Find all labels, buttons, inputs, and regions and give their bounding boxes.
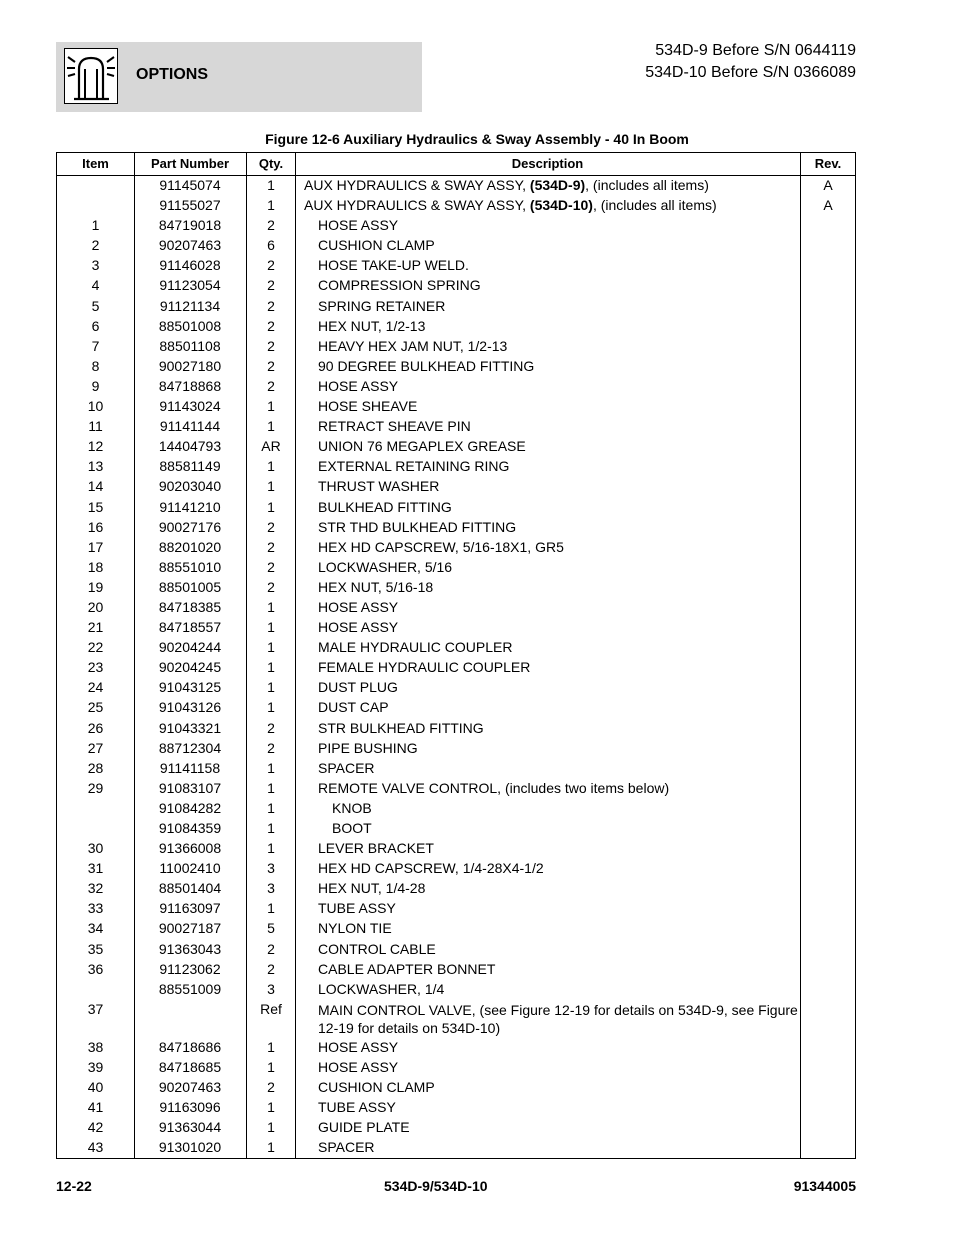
quantity: 1: [267, 1119, 275, 1136]
quantity: 3: [267, 980, 275, 997]
table-row: [57, 217, 855, 237]
quantity: 2: [267, 518, 275, 535]
table-row: [57, 398, 855, 418]
part-number: 91043321: [158, 719, 222, 736]
part-description: MAIN CONTROL VALVE, (see Figure 12-19 for details on 534D-9, see Figure 12-19 for details on 534D-10): [318, 1001, 798, 1036]
item-number: 11: [88, 418, 103, 435]
quantity: 1: [267, 1139, 275, 1156]
table-row: [57, 298, 855, 318]
part-description: HEAVY HEX JAM NUT, 1/2-13: [318, 337, 508, 354]
revision: A: [823, 197, 833, 214]
column-header-description: Description: [511, 156, 584, 171]
part-description: CUSHION CLAMP: [318, 1079, 435, 1096]
part-number: 91084359: [158, 820, 222, 836]
part-number: 91363043: [158, 940, 222, 957]
item-number: 17: [87, 538, 104, 555]
table-row: [57, 800, 855, 820]
part-number: 11002410: [159, 860, 221, 877]
table-row: [57, 1001, 855, 1039]
part-number: 84718557: [158, 619, 222, 636]
item-number: 29: [87, 779, 104, 796]
part-description: COMPRESSION SPRING: [318, 277, 481, 294]
part-description: SPACER: [318, 1139, 375, 1156]
part-description: GUIDE PLATE: [318, 1119, 410, 1136]
table-row: [57, 539, 855, 559]
part-number: 14404793: [158, 438, 222, 455]
description-model: (534D-9): [529, 177, 586, 193]
part-description: TUBE ASSY: [318, 1099, 396, 1116]
part-description: HOSE ASSY: [318, 619, 399, 636]
part-number: 84719018: [158, 217, 222, 234]
part-number: 88551009: [158, 980, 222, 997]
item-number: 32: [87, 880, 104, 897]
part-number: 91141210: [159, 498, 221, 515]
item-number: 35: [87, 940, 104, 957]
item-number: 39: [87, 1058, 104, 1075]
quantity: 1: [267, 759, 275, 776]
part-description: FEMALE HYDRAULIC COUPLER: [318, 659, 531, 676]
item-number: 7: [91, 337, 100, 354]
item-number: 42: [87, 1119, 104, 1136]
item-number: 31: [87, 860, 104, 877]
item-number: 15: [87, 498, 104, 515]
item-number: 6: [91, 317, 100, 334]
part-number: 84718868: [158, 377, 222, 394]
table-row: [57, 1079, 855, 1099]
revision: A: [823, 177, 833, 193]
quantity: 2: [267, 277, 275, 294]
item-number: 30: [87, 840, 104, 857]
item-number: 40: [87, 1079, 104, 1096]
page-number: 12-22: [56, 1178, 92, 1194]
part-description: HEX NUT, 1/4-28: [318, 880, 426, 897]
figure-title: Figure 12-6 Auxiliary Hydraulics & Sway Assembly - 40 In Boom: [265, 131, 689, 147]
table-row: [57, 458, 855, 478]
part-number: 88581149: [159, 458, 221, 475]
quantity: AR: [261, 438, 281, 455]
item-number: 33: [87, 900, 104, 917]
model-serial-line-2: 534D-10 Before S/N 0366089: [645, 64, 856, 81]
part-description: HOSE ASSY: [318, 598, 399, 615]
table-row: [57, 699, 855, 719]
item-number: 23: [87, 659, 104, 676]
part-description: SPACER: [318, 759, 375, 776]
part-number: 90027176: [158, 518, 222, 535]
table-row: [57, 257, 855, 277]
part-number: 91121134: [159, 297, 221, 314]
part-number: 91366008: [158, 840, 222, 857]
part-number: 84718686: [158, 1038, 222, 1055]
part-description: BULKHEAD FITTING: [318, 498, 452, 515]
part-description: REMOTE VALVE CONTROL, (includes two items below): [318, 779, 670, 796]
quantity: 1: [267, 598, 275, 615]
description-text: AUX HYDRAULICS & SWAY ASSY,: [304, 197, 530, 214]
quantity: 2: [267, 317, 275, 334]
item-number: 14: [87, 478, 104, 495]
table-row: [57, 619, 855, 639]
quantity: 1: [267, 1038, 275, 1055]
table-row: [57, 920, 855, 940]
table-row: [57, 478, 855, 498]
section-title: OPTIONS: [136, 66, 209, 83]
table-row: [57, 860, 855, 880]
part-number: 91163097: [159, 900, 221, 917]
table-row: [57, 639, 855, 659]
table-row: [57, 1059, 855, 1079]
part-description: MALE HYDRAULIC COUPLER: [318, 639, 513, 656]
table-row: [57, 1139, 855, 1159]
quantity: 2: [267, 578, 275, 595]
part-number: 91083107: [158, 779, 222, 796]
section-header: [56, 42, 422, 112]
table-row: [57, 880, 855, 900]
part-number: 90027180: [158, 357, 222, 374]
table-row: [57, 679, 855, 699]
part-description: 90 DEGREE BULKHEAD FITTING: [318, 357, 535, 374]
quantity: Ref: [260, 1000, 282, 1017]
table-row: [57, 1039, 855, 1059]
item-number: 9: [91, 377, 100, 394]
quantity: 5: [267, 920, 275, 937]
quantity: 1: [267, 197, 275, 214]
part-description: HOSE ASSY: [318, 377, 399, 394]
table-row: [57, 1119, 855, 1139]
part-description: RETRACT SHEAVE PIN: [318, 418, 471, 435]
table-row: [57, 378, 855, 398]
part-description: STR THD BULKHEAD FITTING: [318, 518, 517, 535]
options-attachment-icon: [64, 48, 118, 104]
table-row: [57, 338, 855, 358]
quantity: 6: [267, 237, 275, 254]
part-number: 91146028: [159, 257, 221, 274]
item-number: 37: [87, 1000, 104, 1017]
part-number: 91141144: [159, 418, 221, 435]
item-number: 26: [87, 719, 104, 736]
item-number: 20: [87, 598, 104, 615]
quantity: 1: [267, 900, 275, 917]
item-number: 38: [87, 1038, 104, 1055]
footer-model: 534D-9/534D-10: [384, 1178, 488, 1194]
table-row: [57, 1099, 855, 1119]
table-row: [57, 740, 855, 760]
description-text: AUX HYDRAULICS & SWAY ASSY,: [304, 177, 530, 193]
part-number: 91301020: [158, 1139, 222, 1156]
quantity: 2: [267, 337, 275, 354]
table-row: [57, 780, 855, 800]
part-number: 84718385: [158, 598, 222, 615]
item-number: 25: [87, 699, 104, 716]
quantity: 2: [267, 357, 275, 374]
parts-table: [56, 152, 856, 1159]
quantity: 2: [267, 257, 275, 274]
table-row: [57, 579, 855, 599]
part-description: HOSE ASSY: [318, 1058, 399, 1075]
part-description: THRUST WASHER: [318, 478, 440, 495]
part-description: HEX NUT, 1/2-13: [318, 317, 426, 334]
item-number: 16: [87, 518, 104, 535]
part-description: PIPE BUSHING: [318, 739, 418, 756]
part-description: SPRING RETAINER: [318, 297, 446, 314]
part-description: BOOT: [332, 820, 372, 836]
table-row: [57, 760, 855, 780]
part-description: HOSE ASSY: [318, 217, 399, 234]
item-number: 2: [91, 237, 100, 254]
quantity: 1: [267, 458, 275, 475]
column-header-item: Item: [82, 156, 109, 171]
column-header-qty: Qty.: [258, 156, 284, 171]
part-description: HOSE TAKE-UP WELD.: [318, 257, 469, 274]
part-description: TUBE ASSY: [318, 900, 396, 917]
part-number: 91043125: [158, 679, 222, 696]
quantity: 1: [267, 1099, 275, 1116]
part-number: 84718685: [158, 1058, 222, 1075]
part-description: KNOB: [332, 799, 372, 816]
part-number: 91145074: [159, 177, 221, 193]
table-row: [57, 438, 855, 458]
table-row: [57, 358, 855, 378]
table-row: [57, 820, 855, 840]
quantity: 3: [267, 880, 275, 897]
quantity: 2: [267, 558, 275, 575]
part-number: 88501108: [159, 337, 221, 354]
part-description: DUST CAP: [318, 699, 389, 716]
part-number: 91155027: [159, 197, 221, 214]
part-number: 91043126: [158, 699, 222, 716]
part-description: [300, 177, 800, 193]
item-number: 43: [87, 1139, 104, 1156]
quantity: 1: [267, 177, 275, 193]
part-description: CUSHION CLAMP: [318, 237, 435, 254]
quantity: 1: [267, 478, 275, 495]
quantity: 1: [267, 840, 275, 857]
table-row: [57, 177, 855, 197]
item-number: 36: [87, 960, 104, 977]
part-number: 88712304: [158, 739, 222, 756]
item-number: 22: [87, 639, 104, 656]
table-row: [57, 277, 855, 297]
column-header-rev: Rev.: [814, 156, 842, 171]
part-description: DUST PLUG: [318, 679, 398, 696]
part-number: 90203040: [158, 478, 222, 495]
item-number: 4: [91, 277, 100, 294]
table-row: [57, 941, 855, 961]
quantity: 3: [267, 860, 275, 877]
part-description: LEVER BRACKET: [318, 840, 434, 857]
table-row: [57, 519, 855, 539]
part-description: HEX HD CAPSCREW, 1/4-28X4-1/2: [318, 860, 544, 877]
item-number: 18: [87, 558, 104, 575]
table-row: [57, 720, 855, 740]
quantity: 2: [267, 940, 275, 957]
table-row: [57, 499, 855, 519]
table-row: [57, 840, 855, 860]
table-row: [57, 599, 855, 619]
item-number: 41: [87, 1099, 104, 1116]
item-number: 24: [87, 679, 104, 696]
part-number: 88501005: [158, 578, 222, 595]
quantity: 1: [267, 820, 275, 836]
parts-table-body: [57, 175, 855, 1159]
quantity: 1: [267, 799, 275, 816]
description-model: (534D-10): [529, 197, 593, 214]
item-number: 5: [91, 297, 100, 314]
quantity: 1: [267, 1058, 275, 1075]
part-description: HOSE SHEAVE: [318, 398, 418, 415]
part-description: CONTROL CABLE: [318, 940, 436, 957]
part-number: 91084282: [158, 799, 222, 816]
description-text: , (includes all items): [585, 177, 709, 193]
part-number: 91141158: [159, 759, 221, 776]
table-row: [57, 559, 855, 579]
quantity: 1: [267, 639, 275, 656]
part-number: 91363044: [158, 1119, 222, 1136]
quantity: 1: [267, 659, 275, 676]
quantity: 1: [267, 699, 275, 716]
part-number: 90207463: [158, 237, 222, 254]
quantity: 2: [267, 1079, 275, 1096]
quantity: 2: [267, 739, 275, 756]
part-number: 90027187: [158, 920, 222, 937]
item-number: 19: [87, 578, 104, 595]
description-text: , (includes all items): [592, 197, 717, 214]
table-row: [57, 900, 855, 920]
quantity: 2: [267, 297, 275, 314]
part-number: 91123062: [159, 960, 221, 977]
item-number: 34: [87, 920, 104, 937]
quantity: 1: [267, 619, 275, 636]
quantity: 1: [267, 679, 275, 696]
quantity: 1: [267, 418, 275, 435]
model-serial-line-1: 534D-9 Before S/N 0644119: [655, 42, 856, 59]
part-description: NYLON TIE: [318, 920, 392, 937]
quantity: 2: [267, 719, 275, 736]
quantity: 2: [267, 960, 275, 977]
part-description: LOCKWASHER, 1/4: [318, 980, 445, 997]
footer-doc-number: 91344005: [793, 1178, 856, 1194]
item-number: 1: [91, 217, 100, 234]
quantity: 2: [267, 377, 275, 394]
part-number: 91163096: [159, 1099, 221, 1116]
table-row: [57, 237, 855, 257]
part-description: HOSE ASSY: [318, 1038, 399, 1055]
part-number: 88201020: [158, 538, 222, 555]
part-description: HEX HD CAPSCREW, 5/16-18X1, GR5: [318, 538, 564, 555]
table-row: [57, 197, 855, 217]
item-number: 8: [91, 357, 100, 374]
quantity: 2: [267, 217, 275, 234]
table-row: [57, 981, 855, 1001]
part-description: STR BULKHEAD FITTING: [318, 719, 484, 736]
part-number: 88551010: [158, 558, 222, 575]
part-description: CABLE ADAPTER BONNET: [318, 960, 496, 977]
item-number: 12: [87, 438, 104, 455]
part-description: EXTERNAL RETAINING RING: [318, 458, 510, 475]
part-number: 91123054: [159, 277, 221, 294]
part-description: HEX NUT, 5/16-18: [318, 578, 434, 595]
item-number: 13: [87, 458, 104, 475]
table-row: [57, 659, 855, 679]
table-row: [57, 318, 855, 338]
item-number: 28: [87, 759, 104, 776]
part-number: 90204244: [158, 639, 222, 656]
item-number: 10: [87, 398, 104, 415]
part-description: LOCKWASHER, 5/16: [318, 558, 453, 575]
part-number: 90204245: [158, 659, 222, 676]
table-row: [57, 418, 855, 438]
part-number: 91143024: [159, 398, 221, 415]
quantity: 1: [267, 498, 275, 515]
item-number: 21: [87, 619, 104, 636]
item-number: 3: [91, 257, 100, 274]
part-number: 88501008: [158, 317, 222, 334]
part-description: [300, 197, 800, 213]
part-number: 90207463: [158, 1079, 222, 1096]
table-row: [57, 961, 855, 981]
item-number: 27: [87, 739, 104, 756]
part-number: 88501404: [158, 880, 222, 897]
part-description: UNION 76 MEGAPLEX GREASE: [318, 438, 526, 455]
column-header-part-number: Part Number: [150, 156, 230, 171]
quantity: 1: [267, 398, 275, 415]
quantity: 2: [267, 538, 275, 555]
quantity: 1: [267, 779, 275, 796]
